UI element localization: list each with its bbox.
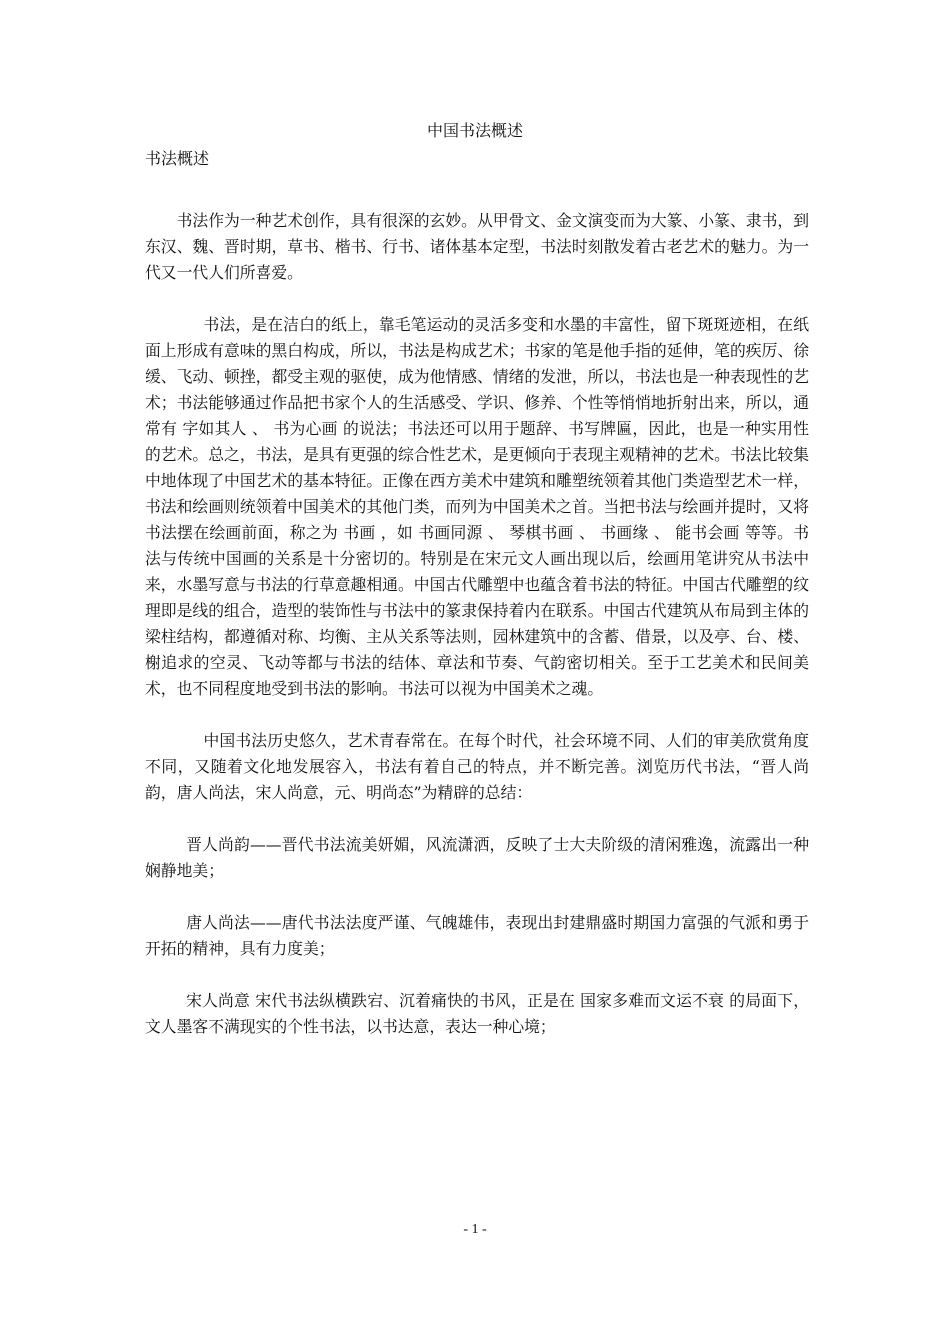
paragraph-intro: 书法作为一种艺术创作，具有很深的玄妙。从甲骨文、金文演变而为大篆、小篆、隶书，到东汉、魏、晋时期，草书、楷书、行书、诸体基本定型，书法时刻散发着古老艺术的魅力。为一代又一代人们所喜爱。 xyxy=(145,211,809,282)
paragraph-song: 宋人尚意 宋代书法纵横跌宕、沉着痛快的书风，正是在 国家多难而文运不衰 的局面下，文人墨客不满现实的个性书法，以书达意，表达一种心境； xyxy=(145,991,809,1036)
paragraph-jin: 晋人尚韵——晋代书法流美妍媚，风流潇洒，反映了士大夫阶级的清闲雅逸，流露出一种娴静地美； xyxy=(145,835,809,880)
paragraph-tang: 唐人尚法——唐代书法法度严谨、气魄雄伟，表现出封建鼎盛时期国力富强的气派和勇于开拓的精神，具有力度美； xyxy=(145,913,809,958)
document-body xyxy=(145,208,809,1040)
document-subtitle: 书法概述 xyxy=(145,149,210,168)
paragraph-history: 中国书法历史悠久，艺术青春常在。在每个时代，社会环境不同、人们的审美欣赏角度不同，又随着文化地发展容入，书法有着自己的特点，并不断完善。浏览历代书法，“晋人尚韵，唐人尚法，宋人尚意，元、明尚态”为精辟的总结： xyxy=(145,731,809,802)
page-number: - 1 - xyxy=(463,1222,487,1237)
paragraph-art-nature: 书法，是在洁白的纸上，靠毛笔运动的灵活多变和水墨的丰富性，留下斑斑迹相，在纸面上形成有意味的黑白构成，所以，书法是构成艺术；书家的笔是他手指的延伸，笔的疾厉、徐缓、飞动、顿挫，都受主观的驱使，成为他情感、情绪的发泄，所以，书法也是一种表现性的艺术；书法能够通过作品把书家个人的生活感受、学识、修养、个性等悄悄地折射出来，所以，通常有 字如其人 、 书为心画 的说法；书法还可以用于题辞、书写牌匾，因此，也是一种实用性的艺术。总之，书法，是具有更强的综合性艺术，是更倾向于表现主观精神的艺术。书法比较集中地体现了中国艺术的基本特征。正像在西方美术中建筑和雕塑统领着其他门类造型艺术一样，书法和绘画则统领着中国美术的其他门类，而列为中国美术之首。当把书法与绘画并提时，又将书法摆在绘画前面，称之为 书画 ，如 书画同源 、 琴棋书画 、 书画缘 、 能书会画 等等。书法与传统中国画的关系是十分密切的。特别是在宋元文人画出现以后，绘画用笔讲究从书法中来，水墨写意与书法的行草意趣相通。中国古代雕塑中也蕴含着书法的特征。中国古代雕塑的纹理即是线的组合，造型的装饰性与书法中的篆隶保持着内在联系。中国古代建筑从布局到主体的梁柱结构，都遵循对称、均衡、主从关系等法则，园林建筑中的含蓄、借景，以及亭、台、楼、榭追求的空灵、飞动等都与书法的结体、章法和节奏、气韵密切相关。至于工艺美术和民间美术，也不同程度地受到书法的影响。书法可以视为中国美术之魂。 xyxy=(145,315,809,698)
document-title: 中国书法概述 xyxy=(426,121,523,140)
